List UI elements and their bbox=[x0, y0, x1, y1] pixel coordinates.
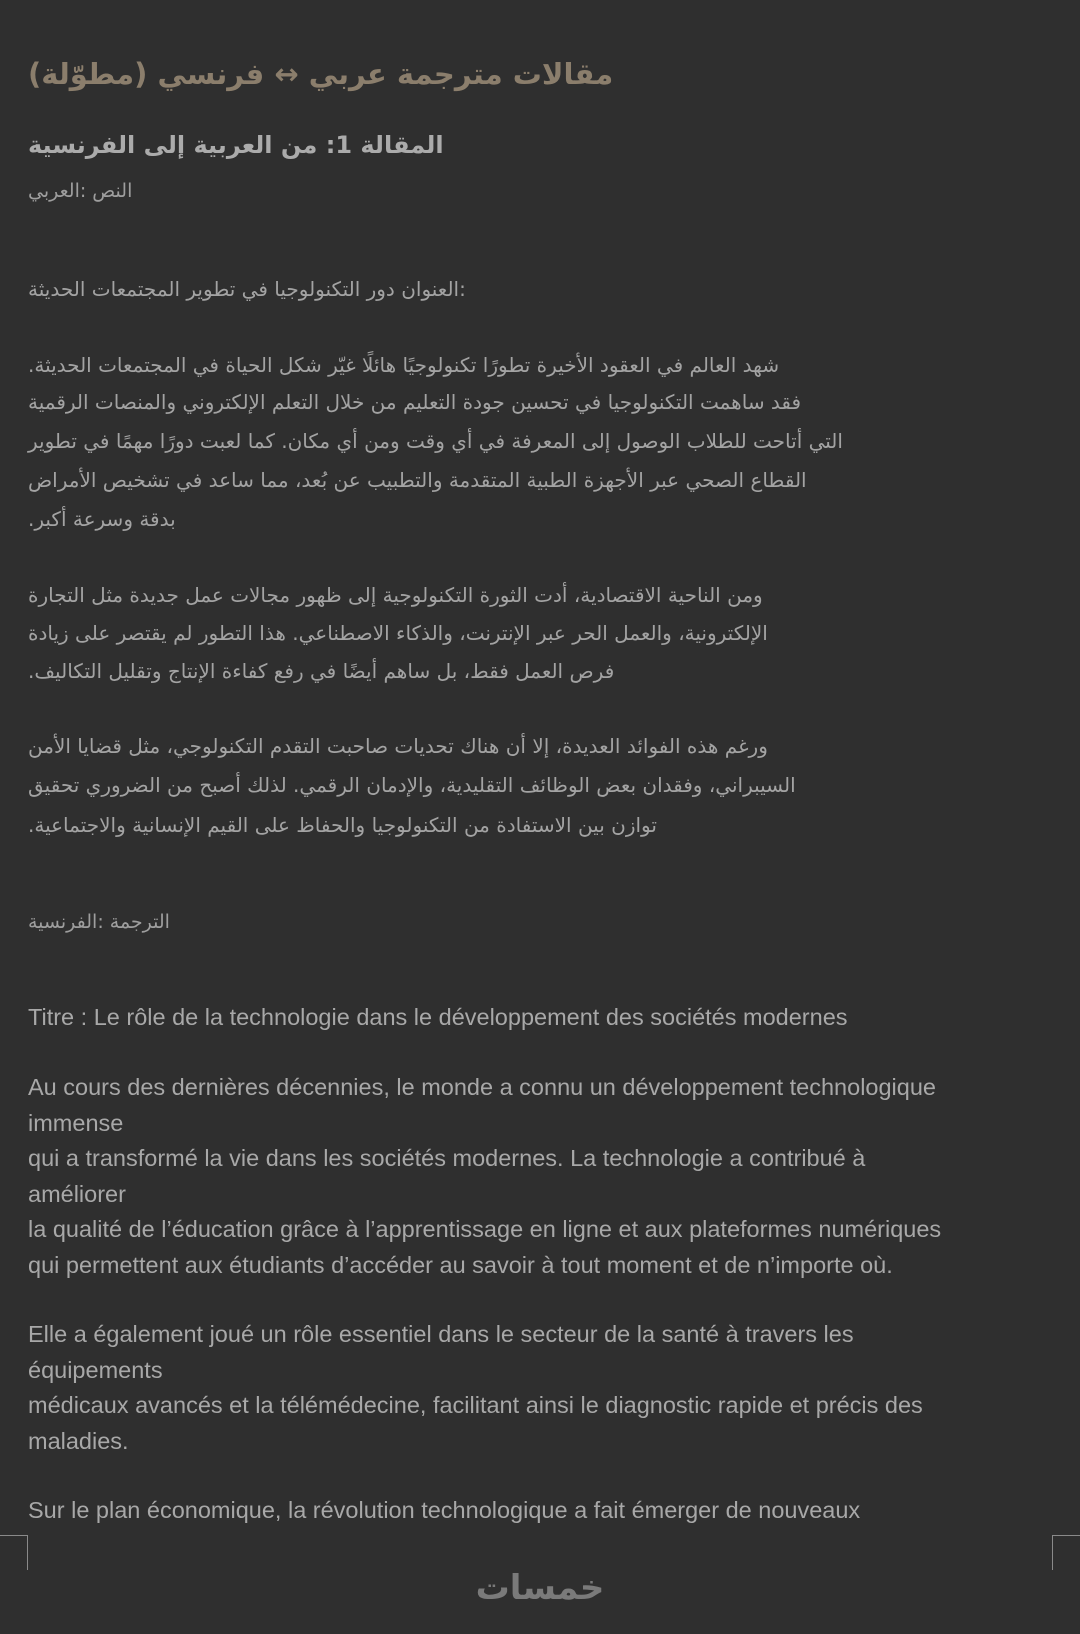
text-line: توازن بين الاستفادة من التكنولوجيا والحفاظ على القيم الإنسانية والاجتماعية. bbox=[28, 813, 657, 837]
text-line: immense bbox=[28, 1110, 124, 1136]
text-line: السيبراني، وفقدان بعض الوظائف التقليدية، والإدمان الرقمي. لذلك أصبح من الضروري تحقيق bbox=[28, 773, 796, 797]
khamsat-logo: خمسات bbox=[475, 1568, 605, 1608]
text-line: qui a transformé la vie dans les sociétés modernes. La technologie a contribué à bbox=[28, 1145, 866, 1171]
text-line: فقد ساهمت التكنولوجيا في تحسين جودة التعليم من خلال التعلم الإلكتروني والمنصات الرقمية bbox=[28, 390, 802, 414]
text-line: Elle a également joué un rôle essentiel dans le secteur de la santé à travers les bbox=[28, 1321, 854, 1347]
corner-bracket-left bbox=[0, 1535, 28, 1570]
text-line: ورغم هذه الفوائد العديدة، إلا أن هناك تحديات صاحبت التقدم التكنولوجي، مثل قضايا الأمن bbox=[28, 734, 768, 758]
french-title-line: Titre : Le rôle de la technologie dans le développement des sociétés modernes bbox=[28, 1004, 848, 1030]
text-line: la qualité de l’éducation grâce à l’apprentissage en ligne et aux plateformes numériques bbox=[28, 1216, 942, 1242]
text-line: médicaux avancés et la télémédecine, facilitant ainsi le diagnostic rapide et précis des bbox=[28, 1392, 923, 1418]
text-line: améliorer bbox=[28, 1181, 126, 1207]
text-line: الإلكترونية، والعمل الحر عبر الإنترنت، والذكاء الاصطناعي. هذا التطور لم يقتصر على زيادة bbox=[28, 621, 768, 645]
text-line: ومن الناحية الاقتصادية، أدت الثورة التكنولوجية إلى ظهور مجالات عمل جديدة مثل التجارة bbox=[28, 583, 763, 607]
text-line: Au cours des dernières décennies, le monde a connu un développement technologique bbox=[28, 1074, 936, 1100]
text-line: équipements bbox=[28, 1357, 163, 1383]
text-line: القطاع الصحي عبر الأجهزة الطبية المتقدمة والتطبيب عن بُعد، مما ساعد في تشخيص الأمراض bbox=[28, 468, 807, 492]
arabic-title-line: :العنوان دور التكنولوجيا في تطوير المجتمعات الحديثة bbox=[28, 277, 466, 301]
text-line: شهد العالم في العقود الأخيرة تطورًا تكنولوجيًا هائلًا غيّر شكل الحياة في المجتمعات الحديثة. bbox=[28, 353, 780, 377]
text-line: qui permettent aux étudiants d’accéder au savoir à tout moment et de n’importe où. bbox=[28, 1252, 893, 1278]
corner-bracket-right bbox=[1052, 1535, 1080, 1570]
text-line: Sur le plan économique, la révolution technologique a fait émerger de nouveaux bbox=[28, 1497, 861, 1523]
arabic-text-label: النص :العربي bbox=[28, 180, 133, 202]
text-line: فرص العمل فقط، بل ساهم أيضًا في رفع كفاءة الإنتاج وتقليل التكاليف. bbox=[28, 659, 615, 683]
text-line: maladies. bbox=[28, 1428, 129, 1454]
page-title: مقالات مترجمة عربي ↔ فرنسي (مطوّلة) bbox=[28, 57, 614, 91]
article-heading: المقالة 1: من العربية إلى الفرنسية bbox=[28, 131, 444, 159]
text-line: التي أتاحت للطلاب الوصول إلى المعرفة في أي وقت ومن أي مكان. كما لعبت دورًا مهمًا في تطوير bbox=[28, 429, 843, 453]
translation-label: الترجمة :الفرنسية bbox=[28, 911, 170, 933]
text-line: بدقة وسرعة أكبر. bbox=[28, 507, 176, 531]
